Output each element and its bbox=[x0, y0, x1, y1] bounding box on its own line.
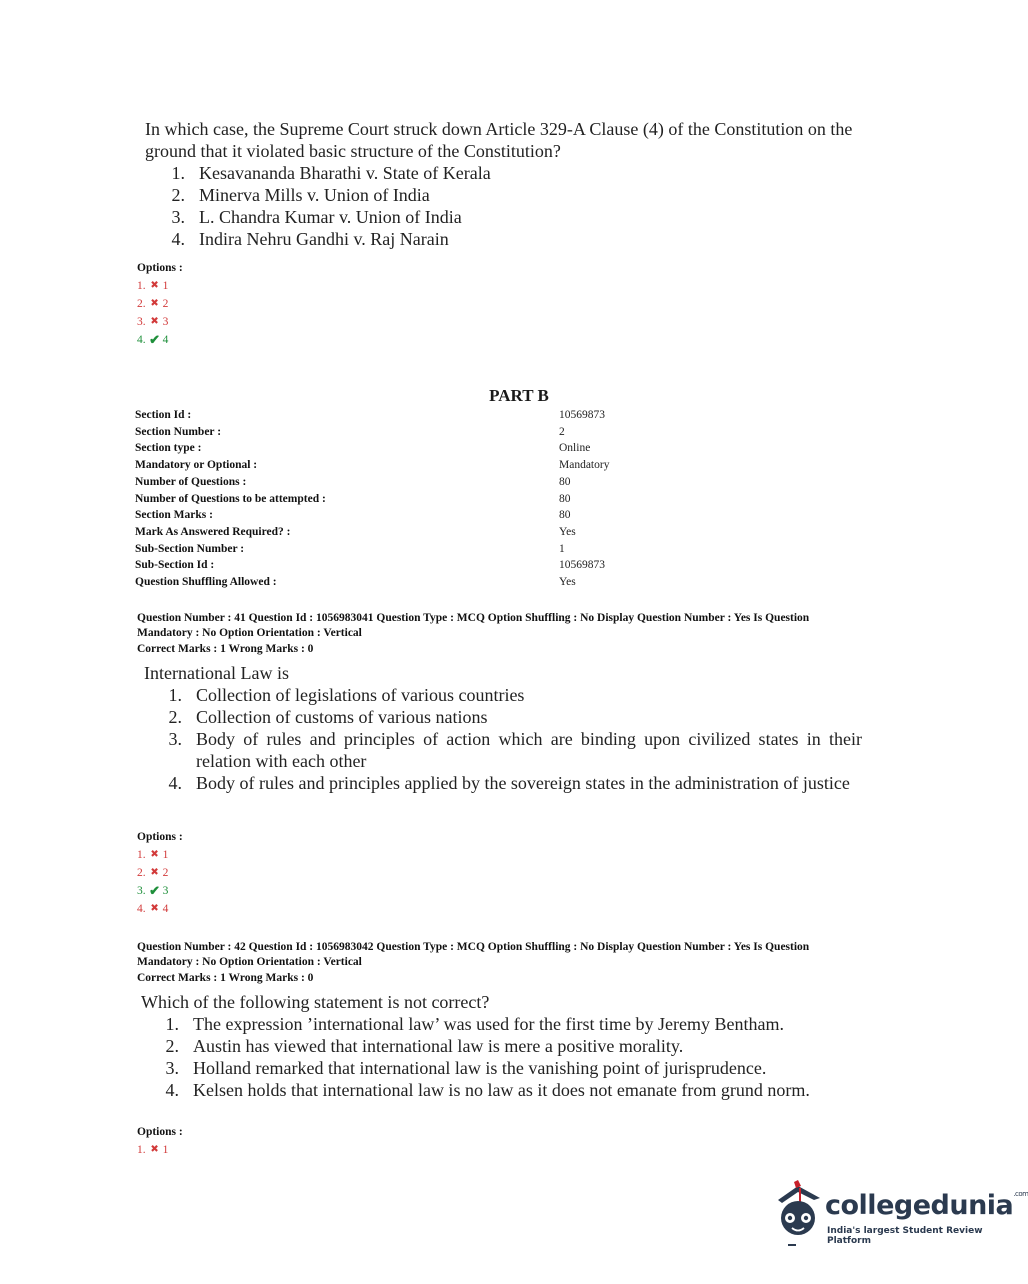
question-stem: Which of the following statement is not correct? bbox=[141, 992, 490, 1012]
brand-name: collegedunia$^{.com}$ bbox=[825, 1190, 1028, 1221]
option-item: 4. ✖ 4 bbox=[137, 900, 183, 918]
question-41-meta bbox=[137, 611, 897, 657]
question-41-options bbox=[137, 828, 183, 918]
option-item: 2. ✖ 2 bbox=[137, 295, 183, 313]
section-info-row: Sub-Section Id : 10569873 bbox=[135, 559, 605, 572]
choice-item: 4. Body of rules and principles applied by the sovereign states in the administration of justice bbox=[168, 773, 850, 793]
question-stem: In which case, the Supreme Court struck down Article 329-A Clause (4) of the Constitution on the ground that it violated basic structure of the Constitution? bbox=[145, 119, 853, 161]
section-info-row: Number of Questions to be attempted : 80 bbox=[135, 492, 571, 505]
cross-icon: ✖ bbox=[150, 316, 159, 327]
question-meta-line: Mandatory : No Option Orientation : Vertical bbox=[137, 627, 362, 639]
option-item: 3. ✔ 3 bbox=[137, 883, 169, 898]
question-marks: Correct Marks : 1 Wrong Marks : 0 bbox=[137, 972, 314, 984]
cross-icon: ✖ bbox=[150, 280, 159, 291]
section-info-row: Sub-Section Number : 1 bbox=[135, 542, 565, 555]
check-icon: ✔ bbox=[149, 332, 161, 347]
question-42-text bbox=[141, 991, 861, 1101]
section-info-row: Question Shuffling Allowed : Yes bbox=[135, 576, 576, 589]
brand-suffix: .com bbox=[1013, 1190, 1028, 1198]
cross-icon: ✖ bbox=[150, 867, 159, 878]
question-marks: Correct Marks : 1 Wrong Marks : 0 bbox=[137, 643, 314, 655]
question-meta-line: Mandatory : No Option Orientation : Vertical bbox=[137, 956, 362, 968]
choice-item: 1. Collection of legislations of various countries bbox=[168, 685, 525, 705]
section-info-row: Mark As Answered Required? : Yes bbox=[135, 525, 576, 538]
brand-tagline: India's largest Student Review Platform bbox=[827, 1226, 983, 1246]
cross-icon: ✖ bbox=[150, 849, 159, 860]
choice-item: 1. The expression ’international law’ was used for the first time by Jeremy Bentham. bbox=[165, 1014, 784, 1034]
choice-item: 2. Collection of customs of various nations bbox=[168, 707, 488, 727]
question-42-options bbox=[137, 1123, 183, 1159]
section-info-row: Section Id : 10569873 bbox=[135, 409, 605, 421]
option-item: 4. ✔ 4 bbox=[137, 332, 169, 347]
question-42-meta bbox=[137, 940, 897, 986]
question-41-text bbox=[144, 662, 862, 794]
options-label: Options : bbox=[137, 262, 183, 274]
options-label: Options : bbox=[137, 1126, 183, 1138]
options-label: Options : bbox=[137, 831, 183, 843]
choice-item: 4. Kelsen holds that international law is no law as it does not emanate from grund norm. bbox=[165, 1080, 810, 1100]
choice-item: 2. Minerva Mills v. Union of India bbox=[171, 185, 430, 205]
question-stem: International Law is bbox=[144, 663, 289, 683]
section-info-table bbox=[135, 407, 735, 591]
choice-item: 3. Holland remarked that international law is the vanishing point of jurisprudence. bbox=[165, 1058, 767, 1078]
option-item: 3. ✖ 3 bbox=[137, 313, 183, 331]
choice-item: 3. L. Chandra Kumar v. Union of India bbox=[171, 207, 462, 227]
section-info-row: Section Number : 2 bbox=[135, 425, 565, 438]
question-40-options bbox=[137, 259, 183, 349]
question-meta-line: Question Number : 41 Question Id : 1056983041 Question Type : MCQ Option Shuffling : No Display Question Number : Yes Is Question bbox=[137, 612, 810, 624]
mascot-icon bbox=[768, 1178, 826, 1248]
option-item: 1. ✖ 1 bbox=[137, 846, 183, 864]
option-item: 1. ✖ 1 bbox=[137, 1141, 183, 1159]
choice-item: 4. Indira Nehru Gandhi v. Raj Narain bbox=[171, 229, 449, 249]
section-info-row: Mandatory or Optional : Mandatory bbox=[135, 459, 610, 472]
choice-item: 3. Body of rules and principles of action which are binding upon civilized states in their relation with each other bbox=[168, 729, 862, 771]
section-info-row: Number of Questions : 80 bbox=[135, 475, 571, 488]
cross-icon: ✖ bbox=[150, 1144, 159, 1155]
section-info-row: Section Marks : 80 bbox=[135, 509, 571, 522]
question-meta-line: Question Number : 42 Question Id : 1056983042 Question Type : MCQ Option Shuffling : No Display Question Number : Yes Is Question bbox=[137, 941, 810, 953]
question-40-text bbox=[145, 118, 863, 250]
option-item: 2. ✖ 2 bbox=[137, 864, 183, 882]
section-info-row: Section type : Online bbox=[135, 442, 591, 455]
collegedunia-logo bbox=[768, 1178, 1028, 1248]
cross-icon: ✖ bbox=[150, 903, 159, 914]
choice-item: 1. Kesavananda Bharathi v. State of Kerala bbox=[171, 163, 491, 183]
cross-icon: ✖ bbox=[150, 298, 159, 309]
check-icon: ✔ bbox=[149, 883, 161, 898]
part-title: PART B bbox=[489, 386, 549, 405]
option-item: 1. ✖ 1 bbox=[137, 277, 183, 295]
choice-item: 2. Austin has viewed that international law is mere a positive morality. bbox=[165, 1036, 684, 1056]
